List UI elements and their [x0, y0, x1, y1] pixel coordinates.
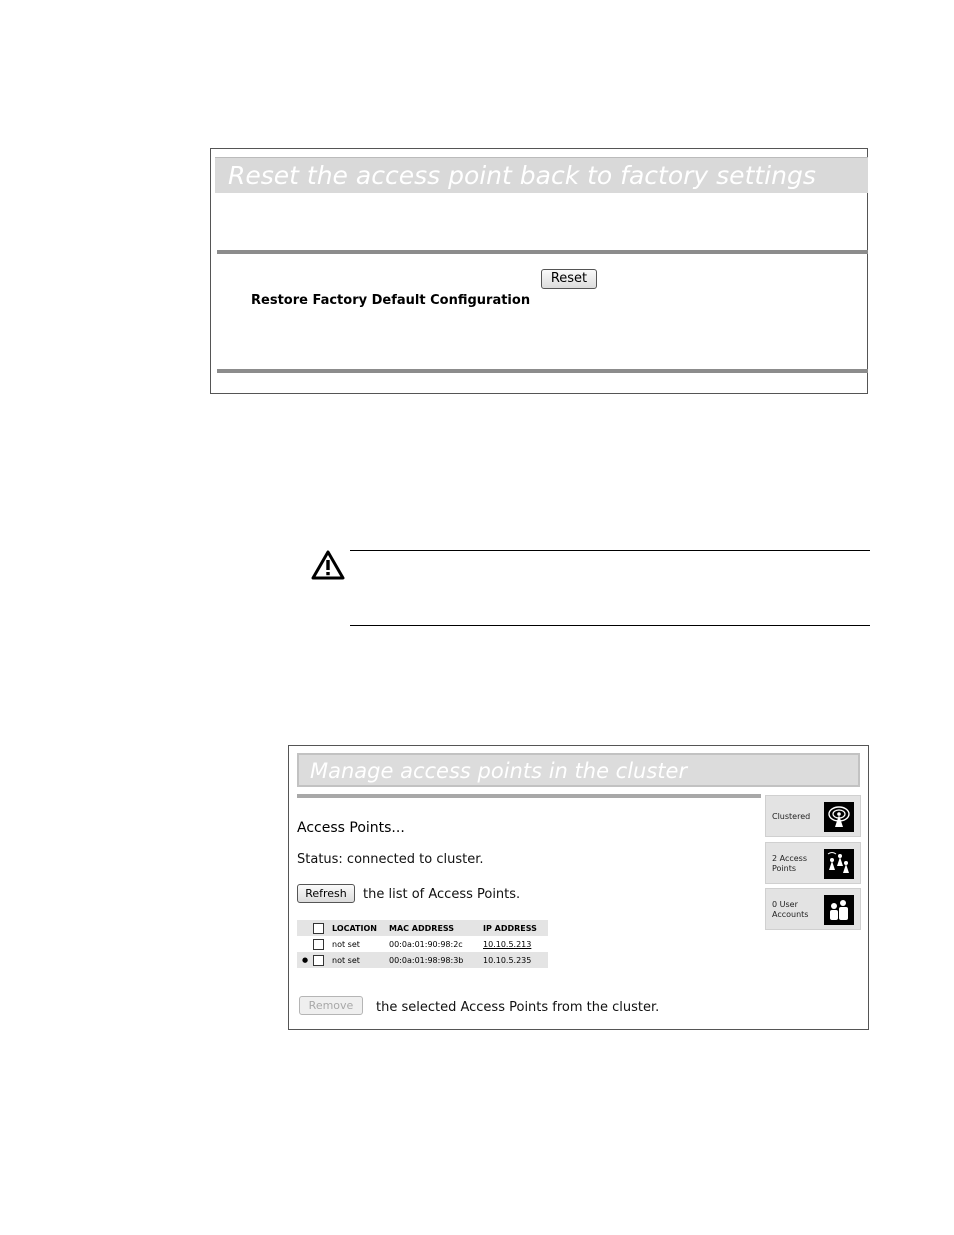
refresh-description: the list of Access Points.	[363, 887, 521, 902]
clustered-status-tile[interactable]	[765, 795, 861, 837]
section-divider	[217, 369, 868, 373]
table-row	[297, 936, 548, 952]
current-marker-header	[297, 920, 313, 936]
column-header-mac: MAC ADDRESS	[389, 920, 483, 936]
row-select-cell	[313, 936, 332, 952]
reset-button[interactable]: Reset	[541, 269, 597, 289]
cluster-panel	[288, 745, 869, 1030]
ip-address-cell	[483, 936, 548, 952]
table-header-row	[297, 920, 548, 936]
select-all-checkbox[interactable]	[313, 923, 324, 934]
mac-address-cell: 00:0a:01:98:98:3b	[389, 952, 483, 968]
select-all-cell	[313, 920, 332, 936]
row-checkbox[interactable]	[313, 939, 324, 950]
reset-panel	[210, 148, 868, 394]
cluster-status-text: Status: connected to cluster.	[297, 852, 484, 867]
column-header-location: LOCATION	[332, 920, 389, 936]
caution-rule-bottom	[350, 625, 870, 626]
user-accounts-icon	[824, 895, 854, 925]
ip-address-link[interactable]: 10.10.5.213	[483, 939, 532, 949]
current-marker: ●	[297, 952, 313, 968]
location-cell: not set	[332, 952, 389, 968]
section-divider	[217, 250, 868, 254]
restore-default-label: Restore Factory Default Configuration	[251, 293, 531, 308]
tile-label: 0 User Accounts	[772, 900, 809, 919]
access-points-tile[interactable]	[765, 842, 861, 884]
table-row	[297, 952, 548, 968]
access-points-heading: Access Points...	[297, 820, 405, 836]
current-marker	[297, 936, 313, 952]
warning-triangle-icon	[311, 549, 345, 581]
tile-label: 2 Access Points	[772, 854, 808, 873]
user-accounts-tile[interactable]	[765, 888, 861, 930]
reset-banner-title: Reset the access point back to factory settings	[215, 157, 868, 193]
cluster-antenna-icon	[824, 802, 854, 832]
mac-address-cell: 00:0a:01:90:98:2c	[389, 936, 483, 952]
access-points-icon	[824, 849, 854, 879]
row-select-cell	[313, 952, 332, 968]
refresh-button[interactable]: Refresh	[297, 884, 355, 903]
remove-button[interactable]: Remove	[299, 996, 363, 1015]
column-header-ip: IP ADDRESS	[483, 920, 548, 936]
caution-rule-top	[350, 550, 870, 551]
remove-description: the selected Access Points from the cluster.	[376, 1000, 660, 1015]
ip-address-cell: 10.10.5.235	[483, 952, 548, 968]
tile-label: Clustered	[772, 812, 811, 821]
row-checkbox[interactable]	[313, 955, 324, 966]
location-cell: not set	[332, 936, 389, 952]
access-points-table	[297, 920, 548, 968]
section-divider	[297, 794, 761, 798]
cluster-banner-title: Manage access points in the cluster	[297, 753, 860, 787]
